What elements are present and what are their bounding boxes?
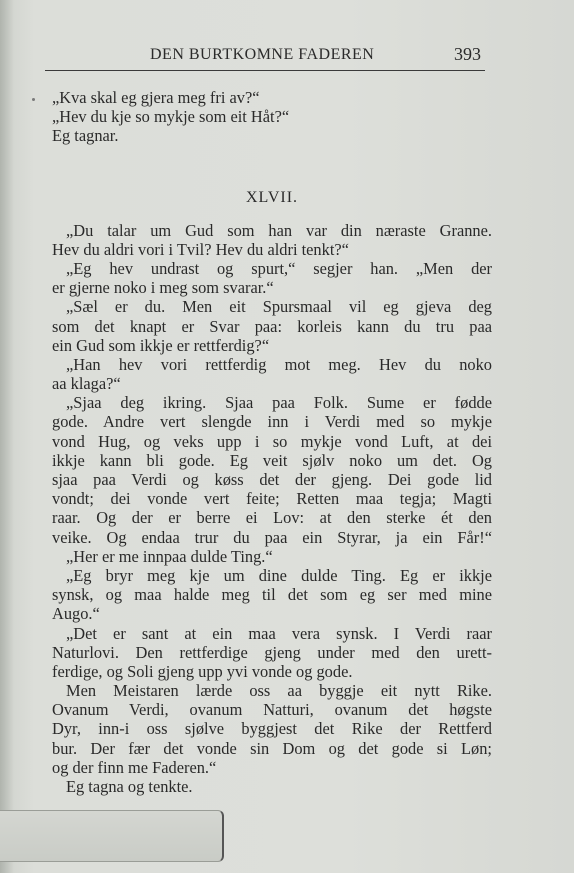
text-line: „Eg bryr meg kje um dine dulde Ting. Eg er ikkje (66, 565, 492, 585)
text-line: og der finn me Faderen.“ (52, 757, 217, 777)
body-text (52, 88, 492, 796)
text-line: „Han hev vori rettferdig mot meg. Hev du noko (66, 354, 492, 374)
text-line: ein Gud som ikkje er rettferdig?“ (52, 335, 270, 355)
chapter-body (52, 221, 492, 797)
text-line: „Det er sant at ein maa vera synsk. I Verdi raar (66, 623, 492, 643)
running-head: DEN BURTKOMNE FADEREN (150, 46, 375, 63)
text-line: „Eg hev undrast og spurt,“ segjer han. „Men der (66, 258, 492, 278)
margin-speck (32, 98, 35, 101)
text-line: Dyr, inn-i oss sjølve byggjest det Rike der Rettferd (52, 719, 492, 739)
page-number: 393 (454, 44, 481, 64)
text-line: „Du talar um Gud som han var din næraste Granne. (66, 220, 492, 240)
text-line: Men Meistaren lærde oss aa byggje eit nytt Rike. (66, 681, 492, 701)
text-line: Hev du aldri vori i Tvil? Hev du aldri tenkt?“ (52, 239, 349, 259)
text-line: „Kva skal eg gjera meg fri av?“ (52, 88, 260, 107)
chapter-title: XLVII. (245, 188, 299, 206)
text-line: Naturlovi. Den rettferdige gjeng under med den urett- (52, 642, 492, 662)
text-line: aa klaga?“ (52, 374, 121, 394)
spine-shadow (0, 0, 14, 873)
text-line: „Sæl er du. Men eit Spursmaal vil eg gjeva deg (66, 297, 492, 317)
text-line: synsk, og maa halde meg til det som eg ser med mine (52, 585, 492, 605)
text-line: Eg tagna og tenkte. (66, 777, 193, 796)
text-line: bur. Der fær det vonde sin Dom og det gode si Løn; (52, 738, 492, 758)
text-line: „Hev du kje so mykje som eit Håt?“ (52, 107, 290, 127)
text-line: vond Hug, og veks upp i so mykje vond Luft, at dei (52, 431, 492, 451)
text-line: Augo.“ (52, 604, 100, 624)
text-line: som det knapt er Svar paa: korleis kann du tru paa (52, 316, 492, 336)
text-line: „Her er me innpaa dulde Ting.“ (66, 546, 273, 566)
text-line: ikkje kann bli gode. Eg veit sjølv noko um det. Og (52, 450, 492, 470)
text-line: veike. Og endaa trur du paa ein Styrar, ja ein Får!“ (52, 527, 492, 547)
text-line: Ovanum Verdi, ovanum Natturi, ovanum det høgste (52, 700, 492, 720)
page-header (45, 40, 485, 71)
text-line: ferdige, og Soli gjeng upp yvi vonde og gode. (52, 661, 353, 681)
text-line: sjaa paa Verdi og køss det der gjeng. Dei gode lid (52, 470, 492, 489)
text-line: gode. Andre vert slengde inn i Verdi med so mykje (52, 412, 492, 432)
text-line: vondt; dei vonde vert feite; Retten maa tegja; Magti (52, 489, 492, 509)
text-line: Eg tagnar. (52, 126, 119, 146)
page-clip (0, 810, 224, 862)
text-line: er gjerne noko i meg som svarar.“ (52, 278, 274, 298)
text-line: „Sjaa deg ikring. Sjaa paa Folk. Sume er fødde (66, 393, 492, 413)
text-line: raar. Og der er berre ei Lov: at den sterke ét den (52, 508, 492, 528)
